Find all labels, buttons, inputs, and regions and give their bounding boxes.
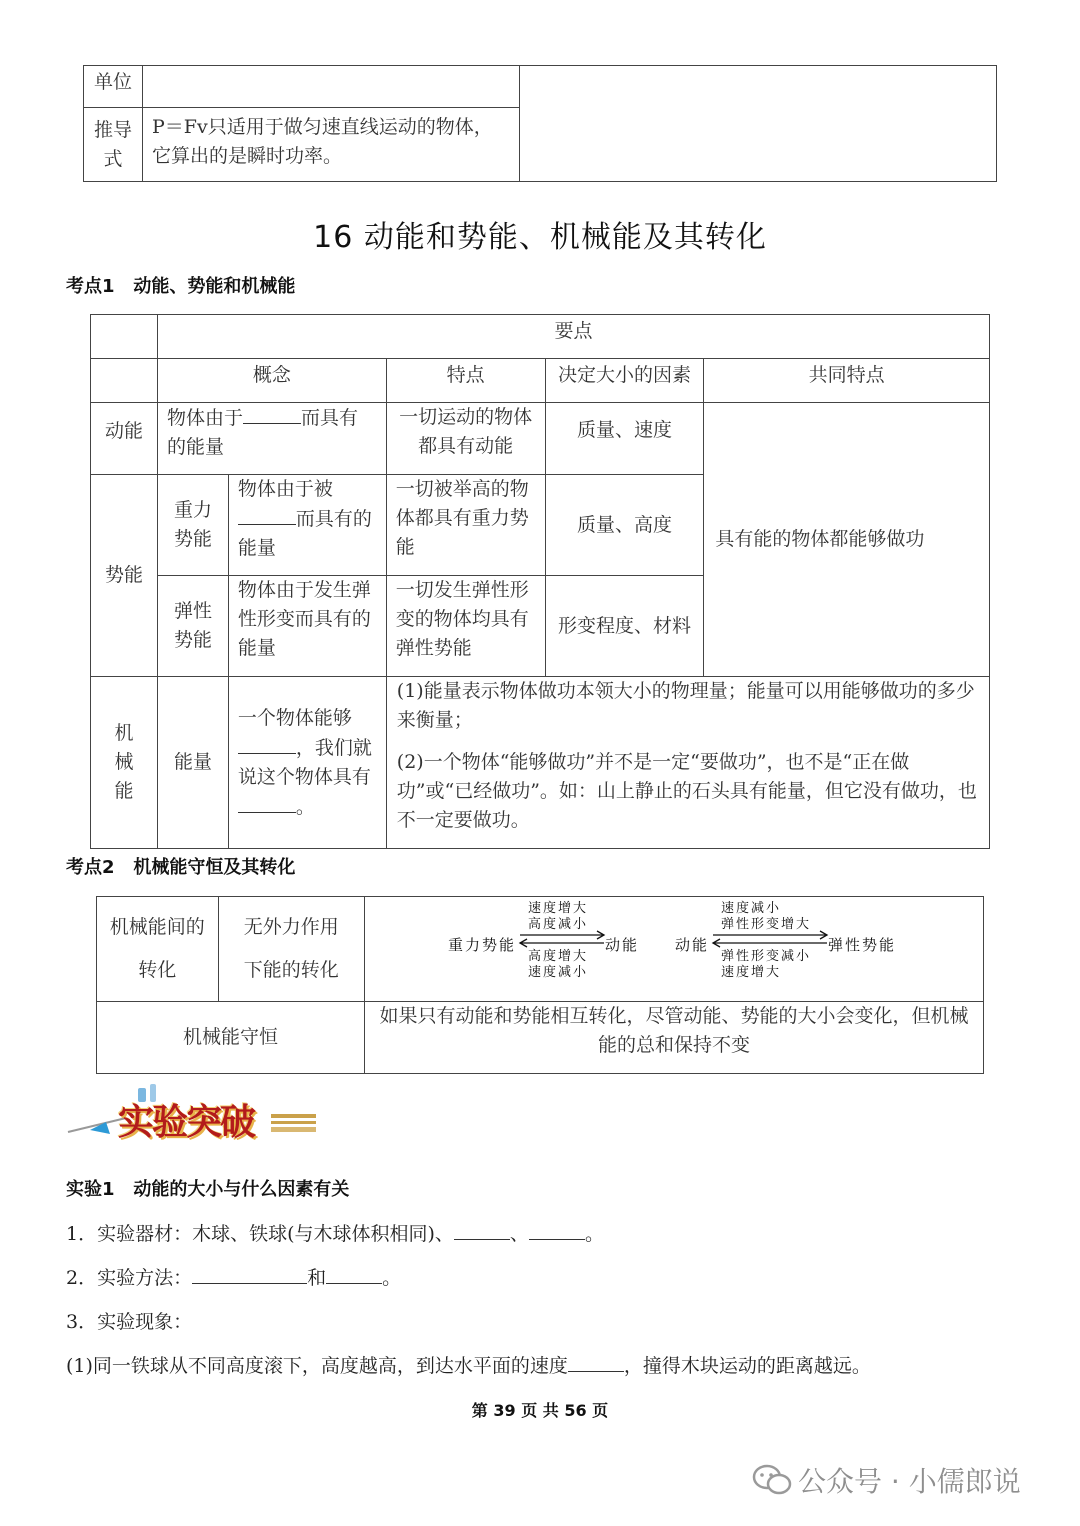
right-target: 弹性势能 (828, 936, 897, 954)
unit-label-cell: 单位 (84, 66, 143, 108)
wechat-icon (752, 1463, 792, 1497)
blank (243, 403, 301, 424)
page-footer: 第 39 页 共 56 页 (471, 1401, 609, 1420)
top-right-cell (520, 66, 997, 182)
left-arrows (518, 930, 606, 948)
section-title: 16 动能和势能、机械能及其转化 (313, 220, 767, 255)
item-1: 1．实验器材：木球、铁球(与木球体积相同)、 、 。 (66, 1219, 604, 1246)
right-bot-label-1: 弹性形变减小 (721, 949, 812, 964)
potential-label: 势能 (91, 475, 158, 677)
conversion-table (96, 896, 984, 1074)
kinetic-label: 动能 (91, 403, 158, 475)
watermark (752, 1458, 1021, 1502)
elastic-feature: 一切发生弹性形变的物体均具有弹性势能 (386, 576, 545, 677)
gravity-feature: 一切被举高的物体都具有重力势能 (386, 475, 545, 576)
row1-col1: 机械能间的转化 (97, 897, 219, 1002)
header-main: 要点 (157, 315, 989, 359)
right-node: 动能 (675, 936, 710, 954)
blank (238, 504, 296, 525)
conversion-diagram-cell (365, 897, 984, 1002)
gravity-label: 重力势能 (157, 475, 228, 576)
elastic-concept: 物体由于发生弹性形变而具有的能量 (228, 576, 386, 677)
kinetic-concept: 物体由于 而具有的能量 (157, 403, 386, 475)
corner-cell (91, 315, 158, 359)
left-bot-label-2: 速度减小 (528, 965, 589, 980)
energy-label: 能量 (157, 677, 228, 849)
header-common: 共同特点 (704, 359, 990, 403)
blank (192, 1263, 307, 1284)
right-top-label-2: 弹性形变增大 (721, 917, 812, 932)
header-concept: 概念 (157, 359, 386, 403)
energy-note-1: (1)能量表示物体做功本领大小的物理量；能量可以用能够做功的多少来衡量； (396, 680, 975, 731)
mech-label: 机械能 (91, 677, 158, 849)
banner-title: 实验突破 (118, 1102, 255, 1143)
energy-notes (386, 677, 989, 849)
energy-note-2: (2)一个物体“能够做功”并不是一定“要做功”，也不是“正在做功”或“已经做功”。如：山上静止的石头具有能量，但它没有做功，也不一定要做功。 (396, 751, 977, 831)
blank (238, 733, 296, 754)
gravity-concept: 物体由于被而具有的能量 (228, 475, 386, 576)
common-feature: 具有能的物体都能够做功 (704, 403, 990, 677)
right-bot-label-2: 速度增大 (721, 965, 782, 980)
blank (454, 1219, 510, 1240)
row1-col2: 无外力作用下能的转化 (218, 897, 364, 1002)
kinetic-factor: 质量、速度 (545, 403, 704, 475)
header-feature: 特点 (386, 359, 545, 403)
elastic-label: 弹性势能 (157, 576, 228, 677)
left-top-label-1: 速度增大 (528, 901, 589, 916)
energy-table (90, 314, 990, 849)
blank (529, 1219, 585, 1240)
item-4: (1)同一铁球从不同高度滚下，高度越高，到达水平面的速度 ，撞得木块运动的距离越远。 (66, 1351, 871, 1378)
elastic-factor: 形变程度、材料 (545, 576, 704, 677)
energy-concept: 一个物体能够，我们就说这个物体具有。 (228, 677, 386, 849)
top-table (83, 65, 997, 182)
blank (326, 1263, 382, 1284)
right-arrows (711, 930, 829, 948)
row2-text: 如果只有动能和势能相互转化，尽管动能、势能的大小会变化，但机械能的总和保持不变 (365, 1002, 984, 1074)
left-node: 重力势能 (448, 936, 517, 954)
row2-label: 机械能守恒 (97, 1002, 365, 1074)
derived-text-cell: P＝Fv只适用于做匀速直线运动的物体，它算出的是瞬时功率。 (143, 108, 520, 182)
right-top-label-1: 速度减小 (721, 901, 782, 916)
blank (238, 792, 296, 813)
blank (568, 1351, 624, 1372)
corner-cell-2 (91, 359, 158, 403)
left-target: 动能 (605, 936, 640, 954)
kp2-heading: 考点2 机械能守恒及其转化 (66, 857, 296, 878)
left-bot-label-1: 高度增大 (528, 949, 589, 964)
conversion-diagram (365, 897, 983, 1001)
watermark-text: 公众号 · 小儒郎说 (798, 1465, 1021, 1498)
header-factor: 决定大小的因素 (545, 359, 704, 403)
unit-value-cell (143, 66, 520, 108)
left-top-label-2: 高度减小 (528, 917, 589, 932)
derived-label-cell: 推导式 (84, 108, 143, 182)
kinetic-feature: 一切运动的物体都具有动能 (386, 403, 545, 475)
gravity-factor: 质量、高度 (545, 475, 704, 576)
item-3: 3．实验现象： (66, 1311, 193, 1333)
kp1-heading: 考点1 动能、势能和机械能 (66, 276, 296, 297)
exp1-heading: 实验1 动能的大小与什么因素有关 (66, 1179, 350, 1200)
experiment-banner (66, 1080, 316, 1150)
item-2: 2．实验方法： 和 。 (66, 1263, 401, 1290)
